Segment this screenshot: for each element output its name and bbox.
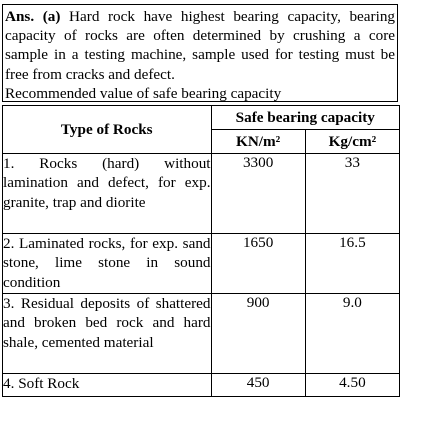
header-kg-per-cm2: Kg/cm² [305,130,399,154]
kn-value-cell: 900 [211,294,305,374]
header-type-of-rocks: Type of Rocks [3,106,212,154]
table-row [3,294,400,374]
kn-value-cell: 450 [211,374,305,397]
table-row [3,234,400,294]
header-kn-per-m2: KN/m² [211,130,305,154]
kn-value-cell: 1650 [211,234,305,294]
answer-paragraph [2,4,398,102]
answer-prefix: Ans. (a) [5,8,61,25]
rock-type-cell: 3. Residual deposits of shattered and broken bed rock and hard shale, cemented material [3,294,212,374]
rock-type-cell: 2. Laminated rocks, for exp. sand stone, lime stone in sound condition [3,234,212,294]
kg-value-cell: 16.5 [305,234,399,294]
rock-type-cell: 1. Rocks (hard) without lamination and defect, for exp. granite, trap and diorite [3,154,212,234]
answer-text: Hard rock have highest bearing capacity, bearing capacity of rocks are often determined by crushing a core sample in a testing machine, sample used for testing must be free from cracks and defect. [5,8,396,83]
header-safe-bearing-capacity: Safe bearing capacity [211,106,399,130]
recommendation-text: Recommended value of safe bearing capacity [5,84,282,102]
kg-value-cell: 33 [305,154,399,234]
kg-value-cell: 4.50 [305,374,399,397]
bearing-capacity-table [2,105,400,397]
kg-value-cell: 9.0 [305,294,399,374]
table-row [3,154,400,234]
rock-type-cell: 4. Soft Rock [3,374,212,397]
table-row [3,374,400,397]
kn-value-cell: 3300 [211,154,305,234]
